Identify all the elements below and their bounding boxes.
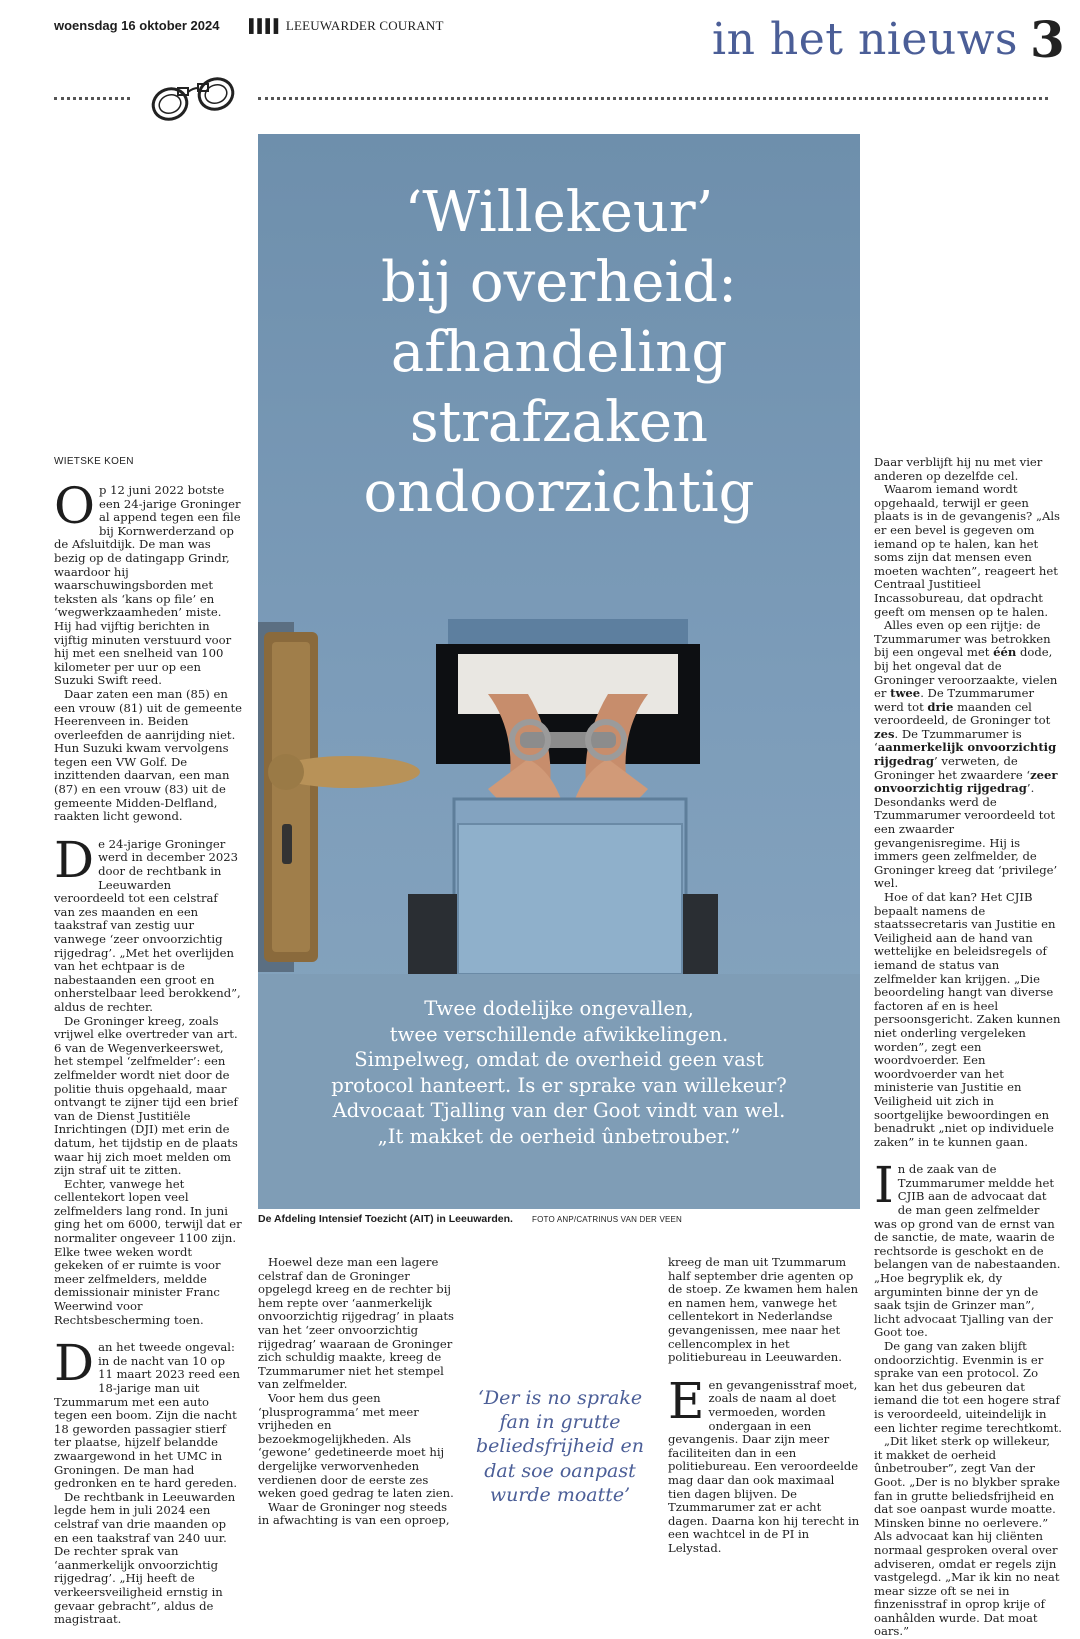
handcuffs-icon [148,74,242,126]
drop-cap: I [874,1156,894,1215]
paragraph: Echter, vanwege het cellentekort lopen veel zelfmelders lang rond. In juni ging het om 6000, terwijl dat er normaliter ongeveer 1100 zijn. Elke twee weken wordt gekeken of er ruimte is voor meer zelfmelders, meldde demissionair minister Franc Weerwind voor Rechtsbescherming toen. [54,1176,242,1327]
drop-cap: D [54,830,95,889]
dotted-rule-left [54,97,130,100]
headline-line: bij overheid: [380,250,737,315]
paragraph [54,1334,242,1491]
paragraph-text: an het tweede ongeval: in de nacht van 10 op 11 maart 2023 reed een 18-jarige man uit Tzummarum met een auto tegen een boom. Zijn die nacht 18 geworden passagier stierf ter plaatse, hijzelf belandde zwaargewond in het UMC in Groningen. De man had gedronken en te hard gereden. [54,1340,240,1491]
section-title: in het nieuws [712,14,1018,65]
newspaper-name-text: LEEUWARDER COURANT [285,18,444,33]
issue-date: woensdag 16 oktober 2024 [54,18,220,33]
newspaper-name [249,18,444,34]
intro-line: twee verschillende afwikkelingen. [389,1022,729,1046]
paragraph-text: n de zaak van de Tzummarumer meldde het CJIB aan de advocaat dat de man geen zelfmelder was op grond van de ernst van de sanctie, de mate, waarin de rechtsorde is geschokt en de belangen van de nabestaanden. „Hoe begryplik ek, dy arguminten binne der yn de saak tsjin de Grinzer man”, licht advocaat Tjalling van der Goot toe. [874,1162,1061,1340]
paragraph [54,477,242,688]
bold-text: aanmerkelijk onvoorzichtig rijgedrag [874,740,1057,769]
paragraph: „Dit liket sterk op willekeur, it makket de oerheid ûnbetrouber”, zegt Van der Goot. „Der is no blykber sprake fan in grutte beliedsfrijheid en dat soe oanpast wurde moatte. Minsken binne no oerlevere.” Als advocaat kan hij cliënten normaal gesproken overal over adviseren, omdat er regels zijn vastgelegd. „Mar ik kin no neat mear sizze oft se nei in finzenisstraf in oprop krije of oanhâlden wurde. Dat moat oars.” [874,1434,1061,1639]
quote-line: wurde moatte’ [489,1483,631,1506]
drop-cap: E [668,1371,705,1430]
paragraph: De rechtbank in Leeuwarden legde hem in juli 2024 een celstraf van drie maanden op en een taakstraf van 240 uur. De rechter sprak van ‘aanmerkelijk onvoorzichtig rijgedrag’. „Hij heeft de verkeersveiligheid ernstig in gevaar gebracht”, aldus de magistraat. [54,1489,236,1627]
bold-text: twee [890,686,921,701]
intro-line: Advocaat Tjalling van der Goot vindt van wel. [332,1099,786,1122]
bold-text: één [993,645,1017,660]
text-run: dode, bij het ongeval dat de Groninger veroorzaakte, vielen er [874,645,1058,701]
headline-line: ondoorzichtig [363,460,755,525]
dotted-rule-right [258,97,1048,100]
headline-line: strafzaken [409,390,709,455]
article-column-3 [668,1256,860,1555]
paragraph: Daar verblijft hij nu met vier anderen op dezelfde cel. [874,455,1043,483]
quote-line: dat soe oanpast [484,1459,636,1482]
intro-line: Twee dodelijke ongevallen, [424,997,694,1020]
article-headline [260,178,858,528]
paragraph: Hoewel deze man een lagere celstraf dan de Groninger opgelegd kreeg en de rechter bij hem repte over ‘aanmerkelijk onvoorzichtig rijgedrag’ in plaats van het ‘zeer onvoorzichtig rijgedrag’ waaraan de Groninger zich schuldig maakte, kreeg de Tzummarumer niet het stempel van zelfmelder. [258,1255,454,1392]
paragraph-text: en gevangenisstraf moet, zoals de naam al doet vermoeden, worden ondergaan in een gevangenis. Daar zijn meer faciliteiten dan in een politiebureau. Een veroordeelde mag daar dan ook maximaal tien dagen blijven. De Tzummarumer zat er acht dagen. Daarna kon hij terecht in een wachtcel in de PI in Lelystad. [668,1377,860,1555]
paragraph: Hoe of dat kan? Het CJIB bepaalt namens de staatssecretaris van Justitie en Veiligheid aan de hand van wettelijke en beleidsregels of iemand de status van zelfmelder kan krijgen. „Die beoordeling hangt van diverse factoren af en is heel persoonsgericht. Zaken kunnen niet onderling vergeleken worden”, zegt een woordvoerder. Een woordvoerder van het ministerie van Justitie en Veiligheid uit zich in soortgelijke bewoordingen en benadrukt „niet op individuele zaken” in te kunnen gaan. [874,890,1061,1149]
quote-line: beliedsfrijheid en [475,1435,645,1458]
bold-text: zeer onvoorzichtig rijgedrag [874,767,1058,796]
article-column-2 [258,1256,454,1528]
paragraph: De gang van zaken blijft ondoorzichtig. Evenmin is er sprake van een protocol. Zo kan het dus gebeuren dat iemand die tot een hogere straf is veroordeeld, uiteindelijk in een lichter regime terechtkomt. [874,1339,1062,1435]
page-number: 3 [1030,10,1065,69]
headline-line: afhandeling [390,320,728,385]
intro-line: Simpelweg, omdat de overheid geen vast [354,1048,764,1071]
byline: WIETSKE KOEN [54,456,134,467]
photo-credit: FOTO ANP/CATRINUS VAN DER VEEN [532,1215,683,1224]
text-run: . De Tzummarumer is ‘ [874,726,1022,755]
paragraph: Daar zaten een man (85) en een vrouw (81) uit de gemeente Heerenveen in. Beiden overleefden de aanrijding niet. Hun Suzuki kwam vervolgens tegen een VW Golf. De inzittenden daarvan, een man (87) en een vrouw (83) uit de gemeente Midden-Delfland, raakten licht gewond. [54,686,242,824]
article-column-1 [54,477,242,1627]
bold-text: zes [874,726,895,741]
paragraph: kreeg de man uit Tzummarum half september drie agenten op de stoep. Ze kwamen hem halen en namen hem, vanwege het cellentekort in Nederlandse gevangenissen, mee naar het cellencomplex in het politiebureau in Leeuwarden. [668,1255,859,1365]
masthead-bars-icon: ▌▌▌▌ [249,18,282,33]
quote-line: fan in grutte [499,1411,621,1434]
paragraph: De Groninger kreeg, zoals vrijwel elke overtreder van art. 6 van de Wegenverkeerswet, het stempel ‘zelfmelder’: een zelfmelder wordt niet door de politie thuis opgehaald, maar ontvangt te zijner tijd een brief van de Dienst Justitiële Inrichtingen (DJI) met erin de datum, het tijdstip en de plaats waar hij zich moet melden om zijn straf uit te zitten. [54,1013,238,1178]
drop-cap: D [54,1334,95,1393]
drop-cap: O [54,477,95,535]
paragraph-text: e 24-jarige Groninger werd in december 2023 door de rechtbank in Leeuwarden veroordeeld tot een celstraf van zes maanden en een taakstraf van zestig uur vanwege ‘zeer onvoorzichtig rijgedrag’. „Met het overlijden van het echtpaar is de nabestaanden een groot en onherstelbaar leed berokkend”, aldus de rechter. [54,836,241,1014]
paragraph [54,830,242,1015]
bold-text: drie [927,699,954,714]
photo-caption: De Afdeling Intensief Toezicht (AIT) in Leeuwarden. [258,1213,513,1225]
text-run: maanden cel veroordeeld, de Groninger tot [874,699,1051,728]
text-run: ’. Desondanks werd de Tzummarumer veroordeeld tot een zwaarder gevangenisregime. Hij is immers geen zelfmelder, de Groninger kreeg dat ‘privilege’ wel. [874,781,1058,891]
paragraph: Waarom iemand wordt opgehaald, terwijl er geen plaats is in de gevangenis? „Als er een bevel is gegeven om iemand op te halen, kan het soms zijn dat mensen even moeten wachten”, reageert het Centraal Justitieel Incassobureau, dat opdracht geeft om mensen op te halen. [874,482,1060,619]
pull-quote [470,1386,650,1507]
text-run: ’ verweten, de Groninger het zwaardere ‘ [874,754,1031,782]
paragraph [668,1371,860,1556]
quote-line: ‘Der is no sprake [477,1387,643,1409]
paragraph [874,1156,1062,1340]
intro-line: „It makket de oerheid ûnbetrouber.” [377,1124,741,1148]
text-run: . De Tzummarumer werd tot [874,686,1035,714]
paragraph [874,619,1062,891]
paragraph: Voor hem dus geen ‘plusprogramma’ met meer vrijheden en bezoekmogelijkheden. Als ‘gewone’ gedetineerde moet hij dergelijke verworvenheden verdienen door de eerste zes weken goed gedrag te laten zien. [258,1390,454,1501]
headline-line: ‘Willekeur’ [404,180,714,245]
paragraph: Waar de Groninger nog steeds in afwachting is van een oproep, [258,1499,450,1528]
text-run: Alles even op een rijtje: de Tzummarumer was betrokken bij een ongeval met [874,618,1051,660]
paragraph-text: p 12 juni 2022 botste een 24-jarige Groninger al append tegen een file bij Kornwerderzand op de Afsluitdijk. De man was bezig op de datingapp Grindr, waardoor hij waarschuwingsborden met teksten als ‘kans op file’ en ‘wegwerkzaamheden’ miste. Hij had vijftig berichten in vijftig minuten verstuurd voor hij met een snelheid van 100 kilometer per uur op een Suzuki Swift reed. [54,483,241,688]
article-column-4 [874,456,1062,1639]
article-intro [272,996,846,1149]
intro-line: protocol hanteert. Is er sprake van willekeur? [331,1073,787,1097]
